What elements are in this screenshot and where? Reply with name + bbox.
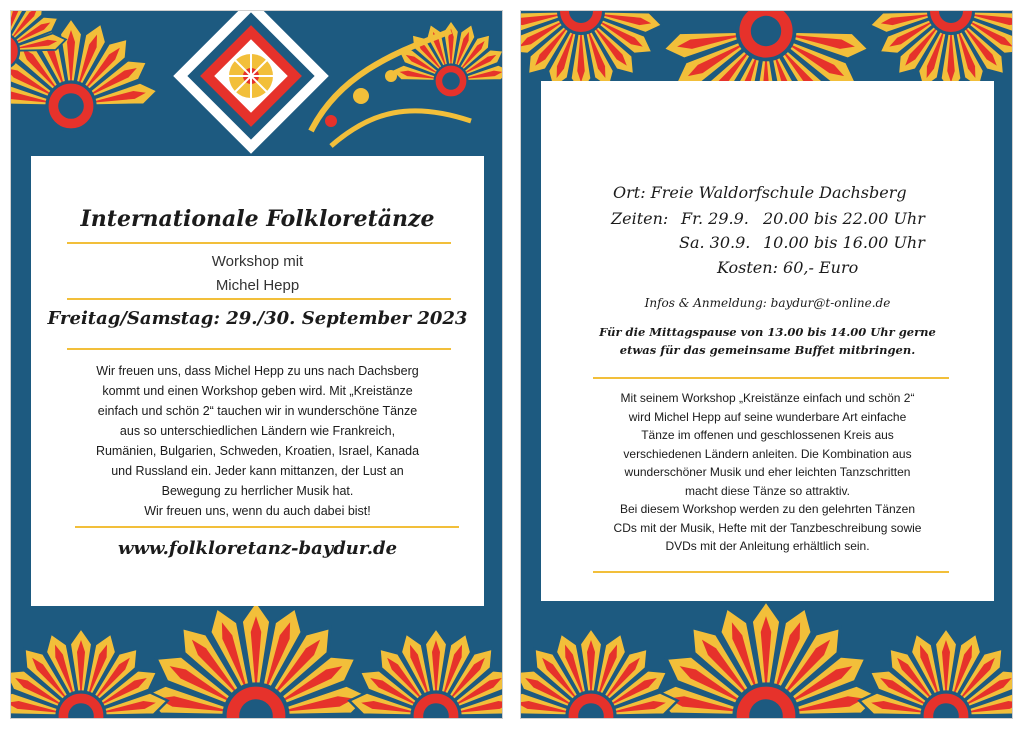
time-friday: 20.00 bis 22.00 Uhr <box>763 209 925 228</box>
divider <box>67 242 451 244</box>
event-title: Internationale Folkloretänze <box>80 206 435 232</box>
description-line: Bewegung zu herrlicher Musik hat. <box>161 484 354 498</box>
cost: Kosten: 60,- Euro <box>717 258 859 277</box>
divider <box>67 298 451 300</box>
divider <box>75 526 459 528</box>
description-line: macht diese Tänze so attraktiv. <box>685 483 850 498</box>
event-dates: Freitag/Samstag: 29./30. September 2023 <box>47 308 468 329</box>
subtitle-line-1: Workshop mit <box>211 253 304 270</box>
time-saturday: 10.00 bis 16.00 Uhr <box>763 233 925 252</box>
subtitle <box>31 250 484 298</box>
description-line: Mit seinem Workshop „Kreistänze einfach und schön 2“ <box>620 391 915 405</box>
description-line: Wir freuen uns, dass Michel Hepp zu uns nach Dachsberg <box>96 364 419 378</box>
times-label: Zeiten: <box>611 209 669 228</box>
description-line: Tänze im offenen und geschlossenen Kreis aus <box>641 428 894 442</box>
website-link[interactable]: www.folkloretanz-baydur.de <box>117 538 398 559</box>
day-saturday: Sa. 30.9. <box>679 233 751 252</box>
flyer-front-page <box>10 10 503 719</box>
description-line: wird Michel Hepp auf seine wunderbare Art einfache <box>628 409 907 424</box>
info-card <box>541 81 994 601</box>
divider <box>593 377 949 379</box>
lunch-line: etwas für das gemeinsame Buffet mitbringen. <box>619 343 916 357</box>
flyer-back-page <box>520 10 1013 719</box>
workshop-description <box>561 389 974 556</box>
description-line: aus so unterschiedlichen Ländern wie Frankreich, <box>119 424 396 438</box>
mosaic-diamond-icon <box>173 11 329 154</box>
description-line: verschiedenen Ländern anleiten. Die Kombination aus <box>623 446 912 461</box>
description-line: DVDs mit der Anleitung erhältlich sein. <box>665 539 870 553</box>
divider <box>593 571 949 573</box>
description <box>51 361 464 521</box>
description-line: CDs mit der Musik, Hefte mit der Tanzbeschreibung sowie <box>613 520 922 535</box>
description-line: Rumänien, Bulgarien, Schweden, Kroatien, Israel, Kanada <box>95 444 420 458</box>
description-line: Wir freuen uns, wenn du auch dabei bist! <box>144 504 371 518</box>
lunch-note <box>541 323 994 359</box>
description-line: einfach und schön 2“ tauchen wir in wunderschöne Tänze <box>97 404 418 418</box>
subtitle-line-2: Michel Hepp <box>215 277 300 294</box>
day-friday: Fr. 29.9. <box>681 209 749 228</box>
lunch-line: Für die Mittagspause von 13.00 bis 14.00 Uhr gerne <box>599 325 936 339</box>
content-card <box>31 156 484 606</box>
description-line: kommt und einen Workshop geben wird. Mit „Kreistänze <box>102 384 413 398</box>
description-line: wunderschöner Musik und eher leichten Tanzschritten <box>624 465 911 479</box>
venue: Ort: Freie Waldorfschule Dachsberg <box>613 183 907 202</box>
description-line: und Russland ein. Jeder kann mittanzen, der Lust an <box>111 464 404 478</box>
contact-info[interactable]: Infos & Anmeldung: baydur@t-online.de <box>644 296 891 310</box>
divider <box>67 348 451 350</box>
description-line: Bei diesem Workshop werden zu den gelehrten Tänzen <box>619 502 916 516</box>
